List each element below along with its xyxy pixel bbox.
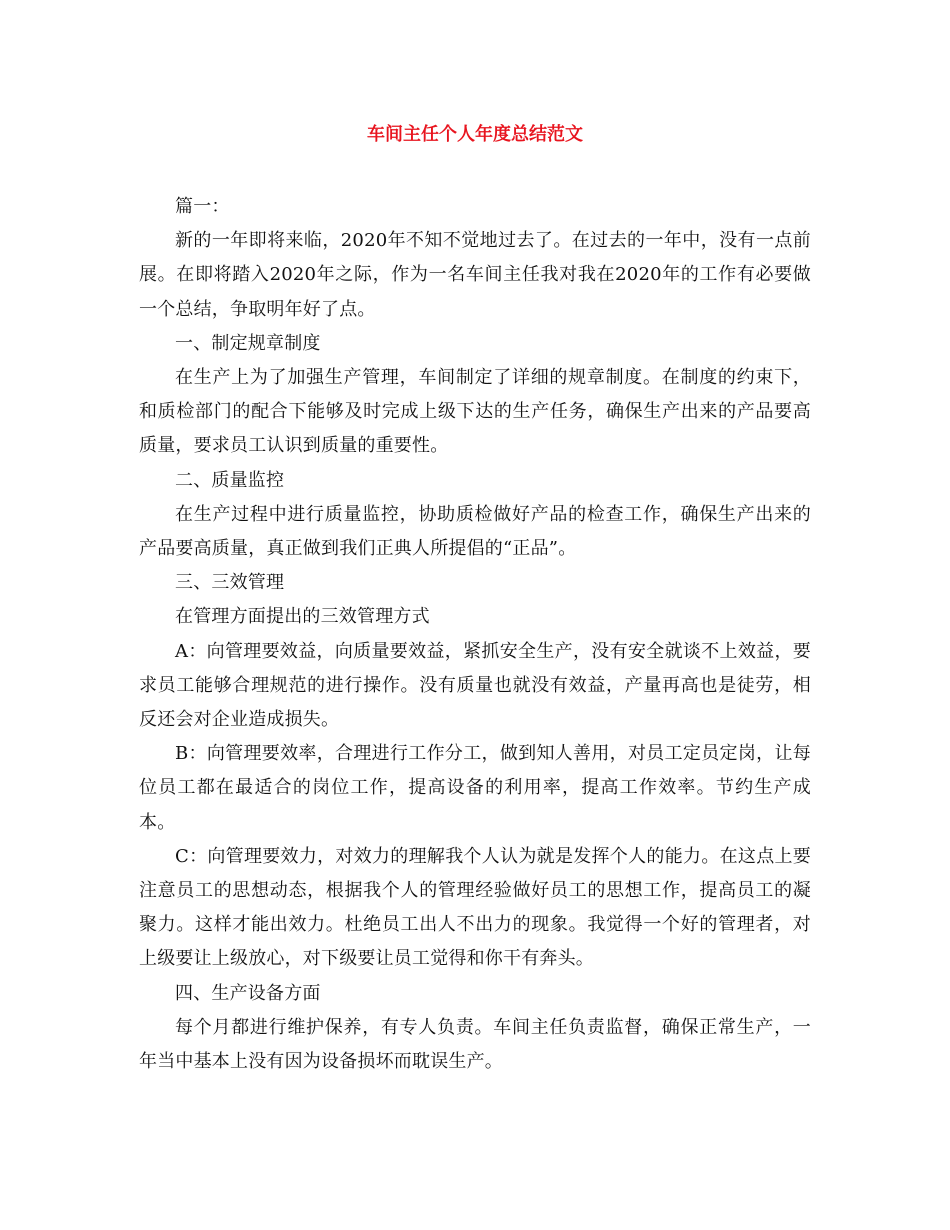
paragraph-item-a: A：向管理要效益，向质量要效益，紧抓安全生产，没有安全就谈不上效益，要求员工能够合理规范的进行操作。没有质量也就没有效益，产量再高也是徒劳，相反还会对企业造成损失。 [139, 640, 811, 731]
paragraph-rules: 在生产上为了加强生产管理，车间制定了详细的规章制度。在制度的约束下，和质检部门的配合下能够及时完成上级下达的生产任务，确保生产出来的产品要高质量，要求员工认识到质量的重要性。 [139, 367, 811, 457]
document-title: 车间主任个人年度总结范文 [367, 124, 583, 145]
section-heading-equipment: 四、生产设备方面 [175, 982, 321, 1004]
paragraph-three-efficiency-intro: 在管理方面提出的三效管理方式 [175, 606, 430, 628]
paragraph-intro: 新的一年即将来临，2020年不知不觉地过去了。在过去的一年中，没有一点前展。在即将踏入2020年之际，作为一名车间主任我对我在2020年的工作有必要做一个总结，争取明年好了点。 [139, 230, 811, 320]
section-heading-rules: 一、制定规章制度 [175, 332, 321, 354]
section-heading-quality: 二、质量监控 [175, 469, 285, 491]
paragraph-equipment: 每个月都进行维护保养，有专人负责。车间主任负责监督，确保正常生产，一年当中基本上没有因为设备损坏而耽误生产。 [139, 1016, 811, 1073]
paragraph-quality: 在生产过程中进行质量监控，协助质检做好产品的检查工作，确保生产出来的产品要高质量，真正做到我们正典人所提倡的“正品”。 [139, 503, 811, 560]
paragraph-item-b: B：向管理要效率，合理进行工作分工，做到知人善用，对员工定员定岗，让每位员工都在最适合的岗位工作，提高设备的利用率，提高工作效率。节约生产成本。 [139, 743, 811, 833]
document-body [139, 190, 811, 1079]
paragraph-part-label: 篇一： [175, 196, 230, 217]
section-heading-three-efficiency: 三、三效管理 [175, 572, 285, 594]
paragraph-item-c: C：向管理要效力，对效力的理解我个人认为就是发挥个人的能力。在这点上要注意员工的思想动态，根据我个人的管理经验做好员工的思想工作，提高员工的凝聚力。这样才能出效力。杜绝员工出人不出力的现象。我觉得一个好的管理者，对上级要让上级放心，对下级要让员工觉得和你干有奔头。 [139, 845, 811, 970]
